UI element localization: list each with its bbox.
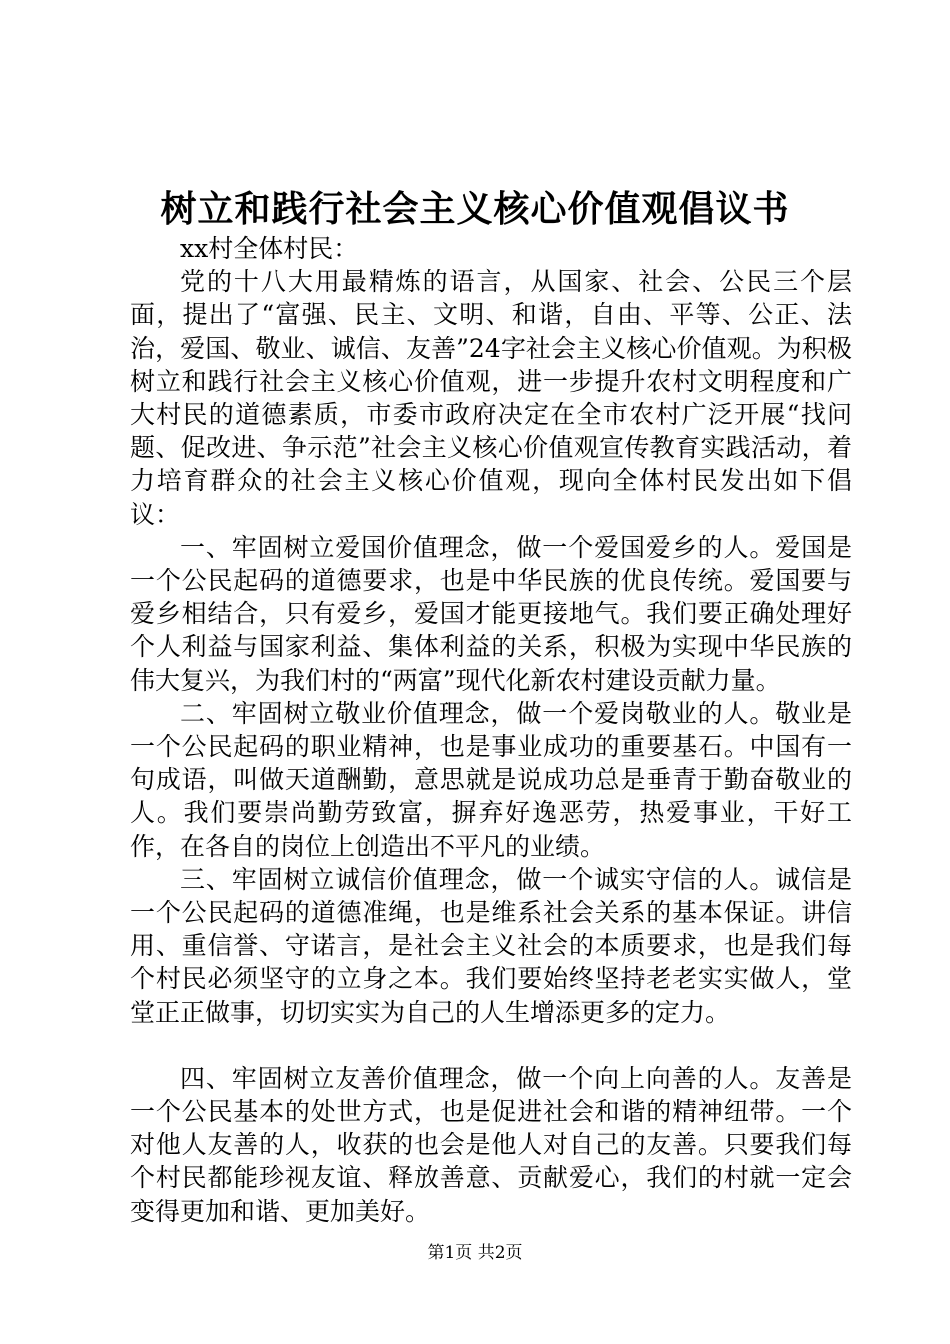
paragraph-friendliness: 四、牢固树立友善价值理念，做一个向上向善的人。友善是一个公民基本的处世方式，也是促进社会和谐的精神纽带。一个对他人友善的人，收获的也会是他人对自己的友善。只要我们每个村民都能珍视友谊、释放善意、贡献爱心，我们的村就一定会变得更加和谐、更加美好。 bbox=[130, 1063, 852, 1226]
page-number-footer: 第1页 共2页 bbox=[427, 1243, 523, 1263]
document-title: 树立和践行社会主义核心价值观倡议书 bbox=[160, 189, 790, 230]
paragraph-integrity: 三、牢固树立诚信价值理念，做一个诚实守信的人。诚信是一个公民起码的道德准绳，也是维系社会关系的基本保证。讲信用、重信誉、守诺言，是社会主义社会的本质要求，也是我们每个村民必须坚守的立身之本。我们要始终坚持老老实实做人，堂堂正正做事，切切实实为自己的人生增添更多的定力。 bbox=[130, 864, 852, 1027]
paragraph-dedication: 二、牢固树立敬业价值理念，做一个爱岗敬业的人。敬业是一个公民起码的职业精神，也是事业成功的重要基石。中国有一句成语，叫做天道酬勤，意思就是说成功总是垂青于勤奋敬业的人。我们要崇尚勤劳致富，摒弃好逸恶劳，热爱事业，干好工作，在各自的岗位上创造出不平凡的业绩。 bbox=[130, 698, 852, 861]
salutation: xx村全体村民： bbox=[180, 234, 359, 263]
paragraph-intro: 党的十八大用最精炼的语言，从国家、社会、公民三个层面，提出了“富强、民主、文明、和谐，自由、平等、公正、法治，爱国、敬业、诚信、友善”24字社会主义核心价值观。为积极树立和践行社会主义核心价值观，进一步提升农村文明程度和广大村民的道德素质，市委市政府决定在全市农村广泛开展“找问题、促改进、争示范”社会主义核心价值观宣传教育实践活动，着力培育群众的社会主义核心价值观，现向全体村民发出如下倡议： bbox=[130, 267, 852, 529]
document-body bbox=[130, 232, 852, 1228]
paragraph-patriotism: 一、牢固树立爱国价值理念，做一个爱国爱乡的人。爱国是一个公民起码的道德要求，也是中华民族的优良传统。爱国要与爱乡相结合，只有爱乡，爱国才能更接地气。我们要正确处理好个人利益与国家利益、集体利益的关系，积极为实现中华民族的伟大复兴，为我们村的“两富”现代化新农村建设贡献力量。 bbox=[130, 532, 852, 695]
